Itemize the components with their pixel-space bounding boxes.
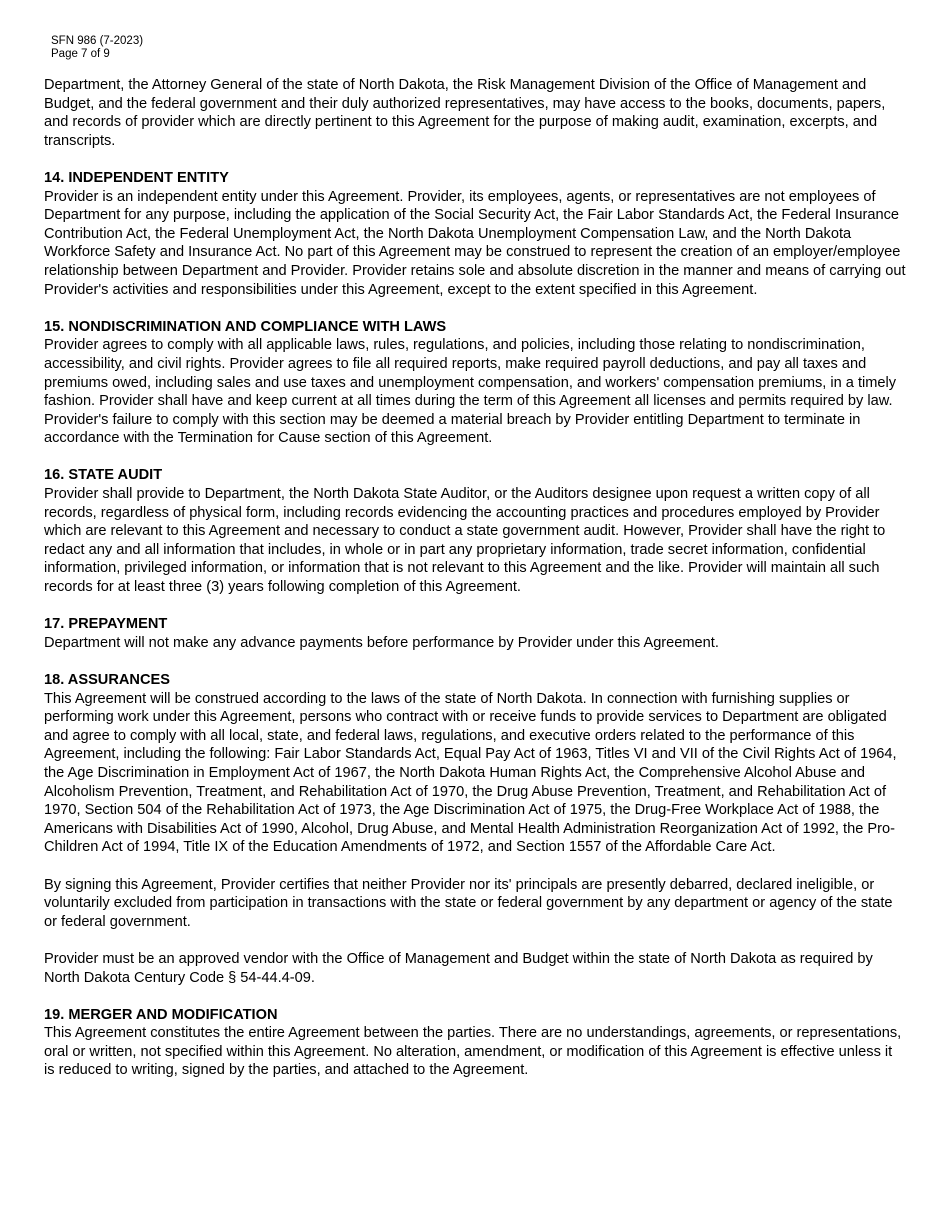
page-header	[51, 35, 143, 61]
document-body	[44, 76, 906, 1080]
section-heading: 16. STATE AUDIT	[44, 467, 163, 484]
section-paragraph: Provider shall provide to Department, the North Dakota State Auditor, or the Auditors designee upon request a written copy of all records, regardless of physical form, including records evidencing the accounting practices and procedures employed by Provider which are relevant to this Agreement and necessary to conduct a state government audit. However, Provider shall have the right to redact any and all information that includes, in whole or in part any proprietary information, trade secret information, confidential information, privileged information, or information that is not relevant to this Agreement and the like. Provider will maintain all such records for at least three (3) years following completion of this Agreement.	[44, 486, 886, 596]
section-14-independent-entity	[44, 169, 906, 299]
section-heading: 15. NONDISCRIMINATION AND COMPLIANCE WITH LAWS	[44, 318, 447, 335]
section-17-prepayment	[44, 615, 906, 652]
section-heading: 18. ASSURANCES	[44, 672, 170, 688]
section-paragraph: This Agreement will be construed according to the laws of the state of North Dakota. In connection with furnishing supplies or performing work under this Agreement, persons who contract with or receive funds to provide services to Department are obligated and agree to comply with all local, state, and federal laws, regulations, and executive orders related to the performance of this Agreement, including the following: Fair Labor Standards Act, Equal Pay Act of 1963, Titles VI and VII of the Civil Rights Act of 1964, the Age Discrimination in Employment Act of 1967, the North Dakota Human Rights Act, the Comprehensive Alcohol Abuse and Alcoholism Prevention, Treatment, and Rehabilitation Act of 1970, the Drug Abuse Prevention, Treatment, and Rehabilitation Act of 1970, Section 504 of the Rehabilitation Act of 1973, the Age Discrimination Act of 1975, the Drug-Free Workplace Act of 1988, the Americans with Disabilities Act of 1990, Alcohol, Drug Abuse, and Mental Health Administration Reorganization Act of 1992, the Pro-Children Act of 1994, Title IX of the Education Amendments of 1972, and Section 1557 of the Affordable Care Act.	[44, 690, 897, 856]
page-number: Page 7 of 9	[51, 48, 110, 60]
section-19-merger-modification	[44, 1006, 906, 1080]
section-15-nondiscrimination	[44, 318, 906, 448]
section-16-state-audit	[44, 466, 906, 596]
section-18-assurances	[44, 671, 906, 987]
section-paragraph: This Agreement constitutes the entire Agreement between the parties. There are no understandings, agreements, or representations, oral or written, not specified within this Agreement. No alteration, amendment, or modification of this Agreement is effective unless it is reduced to writing, signed by the parties, and attached to the Agreement.	[44, 1025, 902, 1079]
section-paragraph: Department will not make any advance payments before performance by Provider under this Agreement.	[44, 634, 719, 651]
section-paragraph: Provider agrees to comply with all applicable laws, rules, regulations, and policies, including those relating to nondiscrimination, accessibility, and civil rights. Provider agrees to file all required reports, make required payroll deductions, and pay all taxes and premiums owed, including sales and use taxes and unemployment compensation, and workers' compensation premiums, in a timely fashion. Provider shall have and keep current at all times during the term of this Agreement all licenses and permits required by law. Provider's failure to comply with this section may be deemed a material breach by Provider entitling Department to terminate in accordance with the Termination for Cause section of this Agreement.	[44, 337, 897, 447]
section-heading: 17. PREPAYMENT	[44, 616, 168, 633]
form-number: SFN 986 (7-2023)	[51, 35, 144, 47]
section-heading: 14. INDEPENDENT ENTITY	[44, 169, 229, 186]
section-heading: 19. MERGER AND MODIFICATION	[44, 1006, 278, 1023]
section-paragraph: By signing this Agreement, Provider certifies that neither Provider nor its' principals are presently debarred, declared ineligible, or voluntarily excluded from participation in transactions with the state or federal government by any department or agency of the state or federal government.	[44, 876, 893, 930]
intro-paragraph: Department, the Attorney General of the state of North Dakota, the Risk Management Division of the Office of Management and Budget, and the federal government and their duly authorized representatives, may have access to the books, documents, papers, and records of provider which are directly pertinent to this Agreement for the purpose of making audit, examination, excerpts, and transcripts.	[44, 77, 886, 149]
section-paragraph: Provider is an independent entity under this Agreement. Provider, its employees, agents, or representatives are not employees of Department for any purpose, including the application of the Social Security Act, the Fair Labor Standards Act, the Federal Insurance Contribution Act, the Federal Unemployment Act, the North Dakota Unemployment Compensation Law, and the North Dakota Workforce Safety and Insurance Act. No part of this Agreement may be construed to represent the creation of an employer/employee relationship between Department and Provider. Provider retains sole and absolute discretion in the manner and means of carrying out Provider's activities and responsibilities under this Agreement, except to the extent specified in this Agreement.	[44, 188, 906, 298]
section-paragraph: Provider must be an approved vendor with the Office of Management and Budget within the state of North Dakota as required by North Dakota Century Code § 54-44.4-09.	[44, 950, 873, 986]
